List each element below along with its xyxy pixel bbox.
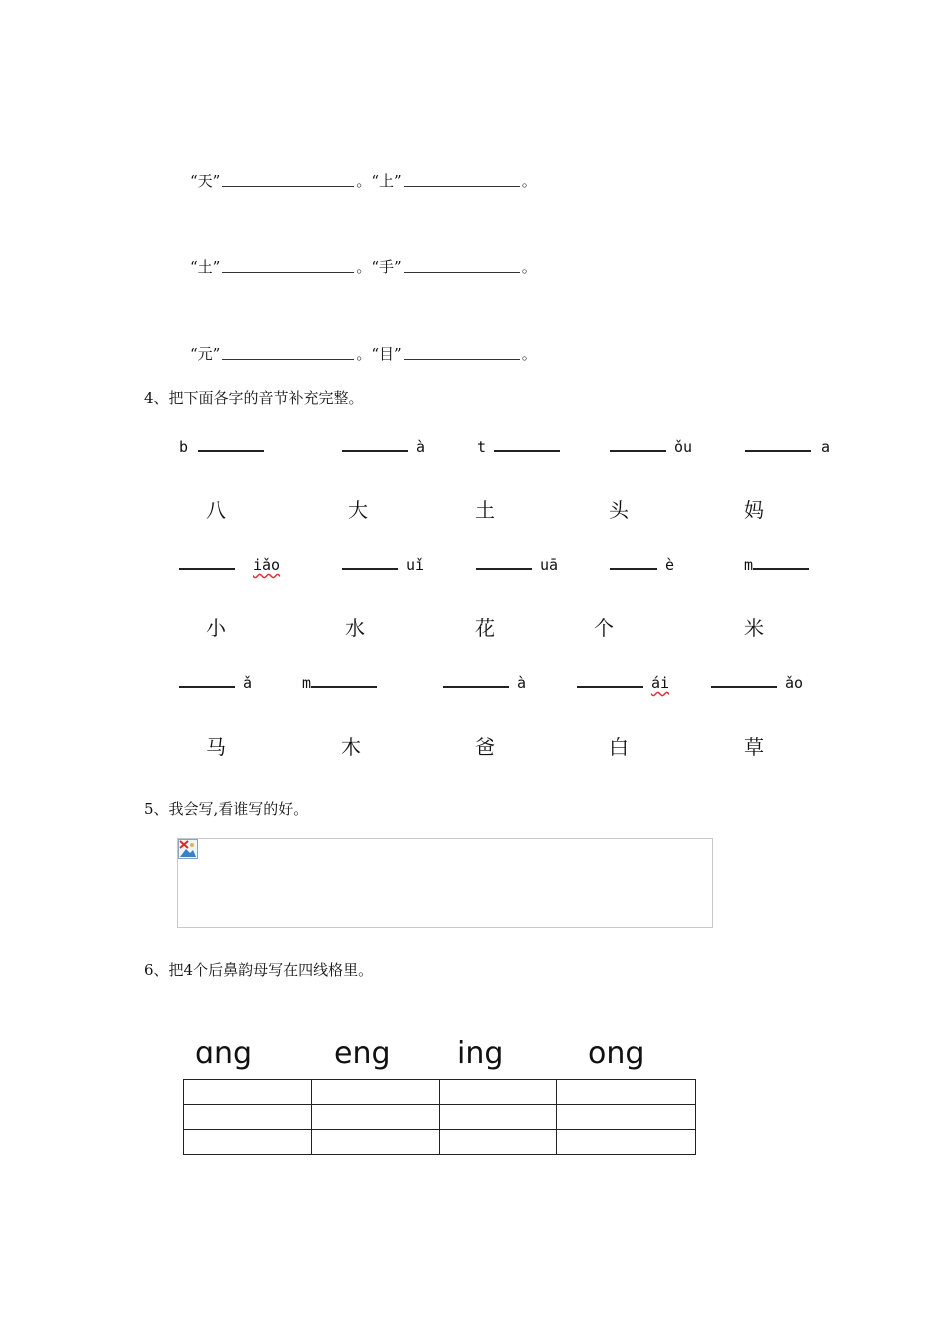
question-6-title: 6、把4个后鼻韵母写在四线格里。 [144, 961, 374, 979]
hanzi: 小 [206, 616, 226, 640]
pinyin-blank[interactable] [179, 567, 235, 570]
hanzi: 爸 [475, 735, 495, 759]
pinyin-item: a [745, 438, 830, 456]
pinyin-blank[interactable] [610, 567, 657, 570]
fill-row-3 [190, 343, 537, 364]
grid-cell[interactable] [557, 1080, 696, 1105]
period: 。 [356, 345, 372, 363]
pinyin-blank[interactable] [179, 685, 235, 688]
hanzi: 白 [609, 735, 629, 759]
fill-row-2-word-a: “土” [190, 258, 221, 276]
grid-cell[interactable] [557, 1105, 696, 1130]
hanzi: 马 [206, 735, 226, 759]
hanzi: 水 [345, 616, 365, 640]
pinyin-item: iǎo [179, 556, 280, 574]
pinyin-item: uā [476, 556, 558, 574]
vowel-ang: ɑng [195, 1036, 253, 1071]
hanzi: 八 [206, 498, 226, 522]
hanzi: 个 [594, 616, 614, 640]
period: 。 [521, 345, 537, 363]
pinyin-item: è [610, 556, 674, 574]
vowel-eng: eng [334, 1036, 391, 1071]
hanzi: 草 [744, 735, 764, 759]
pinyin-item: ǎo [711, 674, 803, 692]
fill-row-3-word-b: “目” [371, 345, 402, 363]
fill-row-1-word-b: “上” [371, 172, 402, 190]
grid-cell[interactable] [312, 1080, 440, 1105]
four-line-grid [183, 1079, 696, 1155]
pinyin-item: uǐ [342, 556, 424, 574]
pinyin-item: à [443, 674, 526, 692]
grid-row [184, 1105, 696, 1130]
pinyin-blank[interactable] [577, 685, 643, 688]
pinyin-blank[interactable] [311, 685, 377, 688]
period: 。 [521, 258, 537, 276]
answer-blank[interactable] [222, 271, 354, 273]
pinyin-blank[interactable] [198, 449, 264, 452]
pinyin-blank[interactable] [494, 449, 560, 452]
grid-cell[interactable] [184, 1105, 312, 1130]
hanzi: 土 [475, 498, 495, 522]
pinyin-blank[interactable] [342, 567, 398, 570]
hanzi: 米 [744, 616, 764, 640]
grid-cell[interactable] [557, 1130, 696, 1155]
pinyin-blank[interactable] [610, 449, 666, 452]
grid-cell[interactable] [312, 1105, 440, 1130]
question-4-title: 4、把下面各字的音节补充完整。 [144, 389, 364, 407]
period: 。 [356, 258, 372, 276]
question-5-title: 5、我会写,看谁写的好。 [144, 800, 309, 818]
pinyin-blank[interactable] [443, 685, 509, 688]
fill-row-1-word-a: “天” [190, 172, 221, 190]
broken-image-icon [178, 839, 198, 859]
answer-blank[interactable] [404, 358, 520, 360]
period: 。 [521, 172, 537, 190]
answer-blank[interactable] [404, 271, 520, 273]
pinyin-item: ái [577, 674, 669, 692]
pinyin-blank[interactable] [476, 567, 532, 570]
period: 。 [356, 172, 372, 190]
vowel-ing: ing [457, 1036, 504, 1071]
pinyin-blank[interactable] [342, 449, 408, 452]
image-placeholder [177, 838, 713, 928]
pinyin-item: t [477, 438, 560, 456]
grid-row [184, 1080, 696, 1105]
fill-row-2 [190, 256, 537, 277]
pinyin-blank[interactable] [711, 685, 777, 688]
pinyin-blank[interactable] [753, 567, 809, 570]
pinyin-item: ǎ [179, 674, 252, 692]
hanzi: 妈 [744, 498, 764, 522]
vowel-ong: ong [588, 1036, 645, 1071]
answer-blank[interactable] [222, 185, 354, 187]
answer-blank[interactable] [222, 358, 354, 360]
pinyin-item: ǒu [610, 438, 692, 456]
grid-cell[interactable] [312, 1130, 440, 1155]
pinyin-item: m [744, 556, 809, 574]
hanzi: 大 [348, 498, 368, 522]
hanzi: 木 [341, 735, 361, 759]
grid-cell[interactable] [440, 1080, 557, 1105]
fill-row-1 [190, 170, 537, 191]
grid-cell[interactable] [184, 1130, 312, 1155]
pinyin-item: m [302, 674, 377, 692]
pinyin-blank[interactable] [745, 449, 811, 452]
grid-row [184, 1130, 696, 1155]
fill-row-2-word-b: “手” [371, 258, 402, 276]
answer-blank[interactable] [404, 185, 520, 187]
fill-row-3-word-a: “元” [190, 345, 221, 363]
grid-cell[interactable] [440, 1130, 557, 1155]
hanzi: 花 [475, 616, 495, 640]
hanzi: 头 [609, 498, 629, 522]
pinyin-item: b [179, 438, 264, 456]
grid-cell[interactable] [184, 1080, 312, 1105]
pinyin-item: à [342, 438, 425, 456]
grid-cell[interactable] [440, 1105, 557, 1130]
